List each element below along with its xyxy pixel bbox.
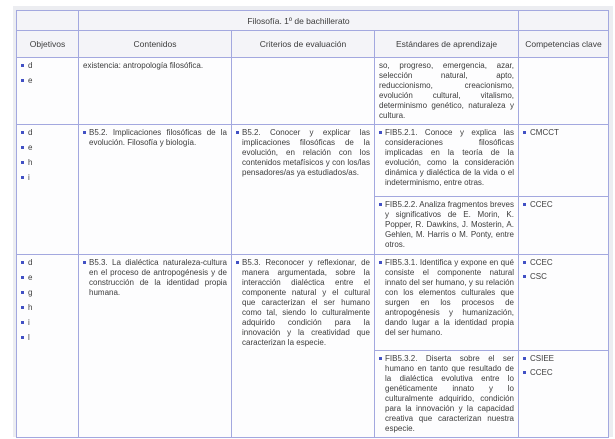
competencias-cell	[519, 351, 609, 438]
bullet-icon	[379, 131, 382, 134]
bullet-icon	[523, 371, 526, 374]
objetivos-cell	[17, 255, 79, 438]
competencias-cell	[519, 197, 609, 255]
list-item	[523, 258, 604, 268]
criterios-cell	[232, 125, 375, 255]
objetivos-list	[21, 61, 74, 86]
bullet-icon	[21, 336, 24, 339]
objetivo-letter: e	[28, 273, 33, 282]
estandar-text: so, progreso, emergencia, azar, selección natural, apto, reduccionismo, creacionismo, evolución cultural, vitalismo, determinismo genético, naturaleza y cultura.	[379, 61, 514, 120]
competencias-cell	[519, 255, 609, 351]
column-header-objetivos: Objetivos	[17, 31, 79, 58]
estandares-cell	[375, 197, 519, 255]
objetivos-list	[21, 128, 74, 183]
competencia-code: CCEC	[530, 368, 553, 377]
criterio-item	[236, 128, 370, 178]
estandares-cell	[375, 255, 519, 351]
table-title: Filosofía. 1º de bachillerato	[79, 11, 519, 31]
table-header-row	[17, 31, 609, 58]
objetivo-letter: e	[28, 76, 33, 85]
title-spacer-right	[519, 11, 609, 31]
objetivo-letter: h	[28, 158, 33, 167]
contenido-text: B5.3. La dialéctica naturaleza-cultura en el proceso de antropogénesis y de construcción de la identidad propia humana.	[89, 258, 227, 297]
bullet-icon	[523, 261, 526, 264]
bullet-icon	[21, 64, 24, 67]
list-item	[21, 143, 74, 153]
objetivos-cell	[17, 58, 79, 125]
bullet-icon	[379, 203, 382, 206]
competencias-list	[523, 258, 604, 282]
list-item	[21, 128, 74, 138]
objetivo-letter: e	[28, 143, 33, 152]
list-item	[523, 128, 604, 138]
competencia-code: CCEC	[530, 258, 553, 267]
bullet-icon	[21, 306, 24, 309]
list-item	[21, 318, 74, 328]
curriculum-table	[16, 10, 609, 438]
bullet-icon	[21, 261, 24, 264]
criterios-cell	[232, 58, 375, 125]
contenidos-cell	[79, 255, 232, 438]
estandar-item	[379, 128, 514, 188]
estandar-item	[379, 200, 514, 250]
column-header-contenidos: Contenidos	[79, 31, 232, 58]
criterios-cell	[232, 255, 375, 438]
criterio-text: B5.3. Reconocer y reflexionar, de manera argumentada, sobre la interacción dialéctica entre el componente natural y el cultural que caracterizan el ser humano como tal, siendo lo culturalmente adquirido condición para la innovación y la creatividad que caracterizan la especie.	[242, 258, 370, 347]
list-item	[21, 61, 74, 71]
criterio-item	[236, 258, 370, 348]
estandar-text: FIB5.2.1. Conoce y explica las consideraciones filosóficas implicadas en la teoría de la evolución, como la consideración dinámica y dialéctica de la vida o el indeterminismo, entre otras.	[385, 128, 514, 187]
objetivo-letter: l	[28, 333, 30, 342]
bullet-icon	[21, 146, 24, 149]
bullet-icon	[21, 79, 24, 82]
estandar-item	[379, 354, 514, 434]
contenidos-cell	[79, 125, 232, 255]
bullet-icon	[21, 276, 24, 279]
bullet-icon	[21, 291, 24, 294]
list-item	[21, 303, 74, 313]
contenido-text: existencia: antropología filosófica.	[83, 61, 204, 70]
competencias-list	[523, 200, 604, 210]
bullet-icon	[236, 131, 239, 134]
list-item	[523, 354, 604, 364]
competencias-cell	[519, 125, 609, 197]
competencias-cell	[519, 58, 609, 125]
list-item	[21, 273, 74, 283]
column-header-competencias: Competencias clave	[519, 31, 609, 58]
contenido-item	[83, 128, 227, 148]
table-row	[17, 58, 609, 125]
objetivo-letter: i	[28, 318, 30, 327]
estandares-cell	[375, 58, 519, 125]
objetivo-letter: d	[28, 258, 33, 267]
competencias-list	[523, 354, 604, 378]
bullet-icon	[21, 131, 24, 134]
objetivo-letter: d	[28, 128, 33, 137]
estandar-text: FIB5.3.1. Identifica y expone en qué consiste el componente natural innato del ser humano, y su relación con los elementos culturales que surgen en los procesos de antropogénesis y humanización, dando lugar a la identidad propia del ser humano.	[385, 258, 514, 337]
bullet-icon	[379, 261, 382, 264]
competencia-code: CSIEE	[530, 354, 555, 363]
list-item	[523, 200, 604, 210]
objetivos-list	[21, 258, 74, 343]
list-item	[523, 368, 604, 378]
bullet-icon	[83, 131, 86, 134]
bullet-icon	[83, 261, 86, 264]
competencias-list	[523, 128, 604, 138]
estandar-text: FIB5.2.2. Analiza fragmentos breves y significativos de E. Morin, K. Popper, R. Dawkins, J. Mosterin, A. Gehlen, M. Harris o M. Ponty, entre otros.	[385, 200, 514, 249]
contenido-text: B5.2. Implicaciones filosóficas de la evolución. Filosofía y biología.	[89, 128, 227, 147]
estandar-item	[379, 258, 514, 338]
bullet-icon	[236, 261, 239, 264]
list-item	[21, 158, 74, 168]
objetivo-letter: i	[28, 173, 30, 182]
bullet-icon	[379, 357, 382, 360]
objetivo-letter: d	[28, 61, 33, 70]
criterio-text: B5.2. Conocer y explicar las implicaciones filosóficas de la evolución, en relación con los contenidos metafísicos y con los/las pensadores/as ya estudiados/as.	[242, 128, 370, 177]
competencia-code: CCEC	[530, 200, 553, 209]
bullet-icon	[523, 275, 526, 278]
table-title-row	[17, 11, 609, 31]
competencia-code: CSC	[530, 272, 547, 281]
list-item	[21, 76, 74, 86]
list-item	[523, 272, 604, 282]
objetivo-letter: h	[28, 303, 33, 312]
bullet-icon	[21, 176, 24, 179]
estandar-text: FIB5.3.2. Diserta sobre el ser humano en tanto que resultado de la dialéctica evolutiva entre lo genéticamente innato y lo culturalmente adquirido, condición para la innovación y la capacidad creativa que caracterizan nuestra especie.	[385, 354, 514, 433]
table-row	[17, 255, 609, 351]
bullet-icon	[523, 203, 526, 206]
competencia-code: CMCCT	[530, 128, 559, 137]
estandares-cell	[375, 351, 519, 438]
list-item	[21, 333, 74, 343]
estandares-cell	[375, 125, 519, 197]
objetivos-cell	[17, 125, 79, 255]
column-header-criterios: Criterios de evaluación	[232, 31, 375, 58]
list-item	[21, 173, 74, 183]
bullet-icon	[21, 161, 24, 164]
bullet-icon	[523, 131, 526, 134]
table-row	[17, 125, 609, 197]
contenido-item	[83, 258, 227, 298]
list-item	[21, 288, 74, 298]
bullet-icon	[523, 357, 526, 360]
objetivo-letter: g	[28, 288, 33, 297]
column-header-estandares: Estándares de aprendizaje	[375, 31, 519, 58]
list-item	[21, 258, 74, 268]
bullet-icon	[21, 321, 24, 324]
contenidos-cell	[79, 58, 232, 125]
title-spacer-left	[17, 11, 79, 31]
